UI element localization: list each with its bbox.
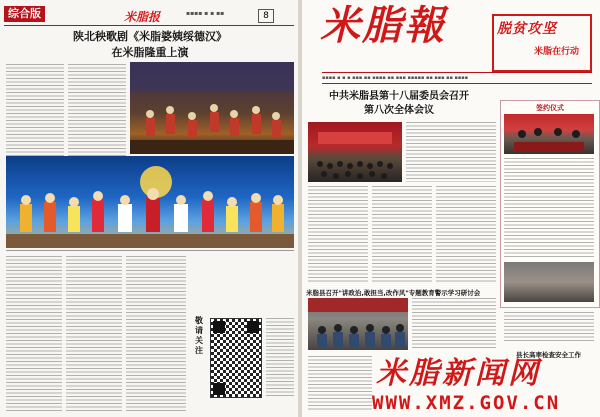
right-page <box>302 0 600 417</box>
main-headline-line1: 中共米脂县第十八届委员会召开 <box>329 91 469 102</box>
bottom-text-col <box>308 356 372 412</box>
page-number: 8 <box>258 9 274 23</box>
photo-study-meeting <box>308 298 408 350</box>
slogan-sub: 米脂在行动 <box>534 47 580 57</box>
photo-meeting-hall <box>308 122 402 182</box>
lower-rule <box>6 250 294 251</box>
sidebar-footer-headline: 县长高率检查安全工作 <box>516 351 581 359</box>
sidebar-heading: 签约仪式 <box>536 104 564 112</box>
dancers-illustration-top <box>130 62 294 154</box>
photo-stage-top <box>130 62 294 154</box>
body-text-col3 <box>126 256 186 412</box>
brand-small: 米脂报 <box>124 10 161 24</box>
dancers-illustration-bottom <box>6 156 294 248</box>
secondary-article-text <box>412 298 496 350</box>
qr-code-icon <box>210 318 262 398</box>
main-article-col3 <box>436 186 496 284</box>
photo-signing <box>504 114 594 154</box>
masthead-title: 米脂報 <box>320 3 446 49</box>
sidebar-article-text <box>504 158 594 258</box>
meeting-illustration <box>308 122 402 182</box>
watermark-title: 米脂新闻网 <box>376 356 541 391</box>
masthead-info-bar: ▪▪▪▪ ▪ ▪ ▪ ▪▪▪ ▪▪ ▪▪▪▪ ▪▪ ▪▪▪ ▪▪▪▪▪ ▪▪ ▪▪▪ ▪▪ ▪▪▪▪ <box>322 72 592 84</box>
main-headline-line2: 第八次全体会议 <box>364 105 434 116</box>
secondary-headline: 米脂县召开"讲政治,敢担当,改作风"专题教育警示学习研讨会 <box>306 289 481 297</box>
qr-caption-text <box>266 318 294 398</box>
watermark-url: WWW.XMZ.GOV.CN <box>372 392 561 414</box>
slogan-main: 脱贫攻坚 <box>497 21 557 37</box>
header-rule <box>4 25 294 26</box>
study-meeting-illustration <box>308 298 408 350</box>
body-text-col1 <box>6 256 62 412</box>
photo-side-bottom <box>504 262 594 302</box>
headline-line1: 陕北秧歌剧《米脂婆姨绥德汉》 <box>73 30 227 43</box>
main-article-col2 <box>372 186 432 284</box>
main-article-col1 <box>308 186 368 284</box>
body-text-col2 <box>66 256 122 412</box>
signing-illustration <box>504 114 594 154</box>
left-page <box>0 0 298 417</box>
headline-line2: 在米脂隆重上演 <box>111 46 189 59</box>
date-line: ▪▪▪▪ ▪ ▪ ▪▪ <box>186 10 225 17</box>
sidebar-footer-text <box>504 312 594 342</box>
main-article-intro <box>406 122 496 182</box>
follow-label: 敬请关注 <box>195 316 203 355</box>
section-label: 综合版 <box>4 6 45 22</box>
photo-stage-bottom <box>6 156 294 248</box>
